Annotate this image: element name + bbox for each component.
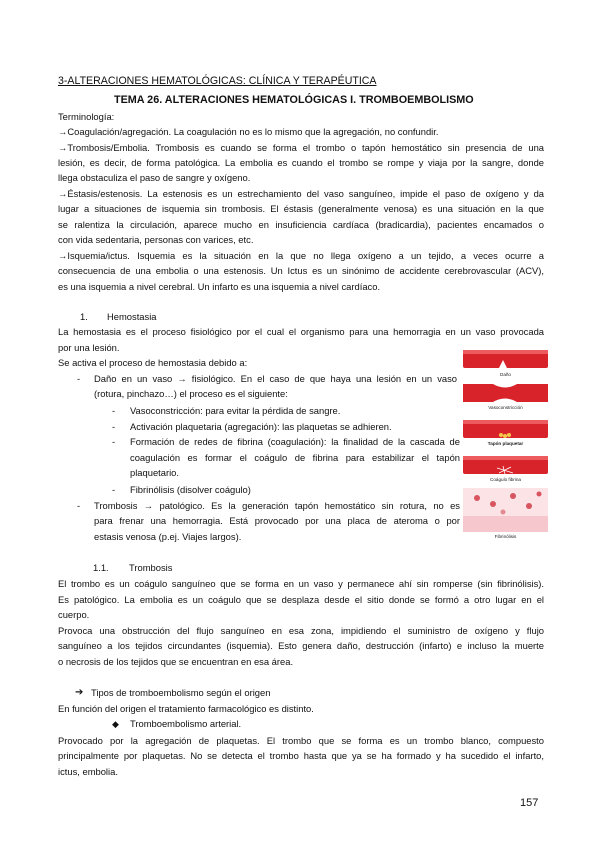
sub-bullet-line: Vasoconstricción: para evitar la pérdida de sangre. <box>130 405 341 416</box>
section-heading-hemostasia: Hemostasia <box>107 311 157 322</box>
terminology-line: es una isquemia a nivel cerebral. Un infarto es una isquemia a nivel cardíaco. <box>58 281 381 292</box>
vessel-platelet-plug-image <box>463 418 548 440</box>
thrombosis-line: cuerpo. <box>58 609 90 620</box>
sub-bullet-line: Formación de redes de fibrina (coagulación): la finalidad de la cascada de <box>130 436 460 447</box>
bullet-line: para frenar una hemorragia. Está provocado por una placa de ateroma o por <box>94 515 460 526</box>
sub-bullet-line: plaquetario. <box>130 467 179 478</box>
subsection-number: 1.1. <box>93 562 109 573</box>
sub-bullet-dash: - <box>112 484 116 495</box>
thrombosis-line: o necrosis de los tejidos que se encuentran en esa área. <box>58 656 294 667</box>
bullet-dash: - <box>77 373 81 384</box>
arrow-item-text: Tipos de tromboembolismo según el origen <box>91 687 271 698</box>
figure-label: Fibrinólisis <box>494 534 517 539</box>
page-number: 157 <box>520 797 539 809</box>
arterial-line: principalmente por plaquetas. No se detecta el trombo hasta que ya se ha formado y ha sucedido el infarto, <box>58 750 544 761</box>
diamond-item-text: Tromboembolismo arterial. <box>130 718 242 729</box>
arrow-bullet-icon: ➔ <box>75 687 84 698</box>
terminology-line: →Isquemia/ictus. Isquemia es la situación en la que no llega oxígeno a un tejido, a veces ocurre a <box>58 250 544 261</box>
figure-label: Daño <box>500 372 511 377</box>
sub-bullet-dash: - <box>112 405 116 416</box>
terminology-line: →Coagulación/agregación. La coagulación no es lo mismo que la agregación, no confundir. <box>58 126 439 137</box>
vessel-vasoconstriction-image <box>463 382 548 404</box>
vessel-fibrinolysis-image <box>463 488 548 532</box>
topic-title: TEMA 26. ALTERACIONES HEMATOLÓGICAS I. TROMBOEMBOLISMO <box>114 94 474 106</box>
terminology-line: se ralentiza la circulación, aparece mucho en insuficiencia cardíaca (bradicardia), pacientes encamados o <box>58 219 544 230</box>
vessel-fibrin-clot-image <box>463 454 548 476</box>
section-header: 3-ALTERACIONES HEMATOLÓGICAS: CLÍNICA Y TERAPÉUTICA <box>58 75 377 87</box>
subsection-heading-trombosis: Trombosis <box>129 562 173 573</box>
figure-label: Coágulo fibrina <box>490 477 521 482</box>
sub-bullet-line: Fibrinólisis (disolver coágulo) <box>130 484 251 495</box>
vessel-damage-image <box>463 348 548 370</box>
bullet-line: Daño en un vaso → fisiológico. En el caso de que haya una lesión en un vaso <box>94 373 457 384</box>
bullet-line: (rotura, pinchazo…) el proceso es el siguiente: <box>94 388 288 399</box>
section-number: 1. <box>80 311 88 322</box>
hemostasis-line: por una lesión. <box>58 342 120 353</box>
sub-bullet-dash: - <box>112 421 116 432</box>
hemostasis-line: La hemostasia es el proceso fisiológico por el cual el organismo para una hemorragia en un vaso provocada <box>58 326 544 337</box>
diamond-bullet-icon: ◆ <box>112 719 119 729</box>
terminology-line: →Éstasis/estenosis. La estenosis es un estrechamiento del vaso sanguíneo, impide el paso de oxígeno y da <box>58 188 544 199</box>
terminology-line: lugar a situaciones de isquemia sin trombosis. El éstasis (generalmente venosa) es una situación en la que <box>58 203 544 214</box>
arterial-line: Provocado por la agregación de plaquetas. El trombo que se forma es un trombo blanco, compuesto <box>58 735 544 746</box>
terminology-line: llega obstaculiza el paso de sangre y oxígeno. <box>58 172 251 183</box>
sub-bullet-dash: - <box>112 436 116 447</box>
figure-label: Tapón plaquetar <box>487 441 524 446</box>
thrombosis-line: Provoca una obstrucción del flujo sanguíneo en esa zona, impidiendo el suministro de oxígeno y flujo <box>58 625 544 636</box>
thrombosis-line: sanguíneo a los tejidos circundantes (isquemia). Esto genera daño, destrucción (infarto) e incluso la muerte <box>58 640 544 651</box>
sub-bullet-line: coagulación es formar el coágulo de fibrina para estabilizar el tapón <box>130 452 460 463</box>
types-intro: En función del origen el tratamiento farmacológico es distinto. <box>58 703 314 714</box>
terminology-line: →Trombosis/Embolia. Trombosis es cuando se forma el trombo o tapón hemostático sin presencia de una <box>58 142 544 153</box>
thrombosis-line: El trombo es un coágulo sanguíneo que se forma en un vaso y permanece ahí sin romperse (sin fibrinólisis). <box>58 578 544 589</box>
hemostasis-line: Se activa el proceso de hemostasia debido a: <box>58 357 248 368</box>
thrombosis-line: Es patológico. La embolia es un coágulo que se desplaza desde el sitio donde se formó a otro lugar en el <box>58 594 544 605</box>
terminology-heading: Terminología: <box>58 111 115 122</box>
hemostasis-figure <box>463 348 548 548</box>
bullet-line: estasis venosa (p.ej. Viajes largos). <box>94 531 242 542</box>
sub-bullet-line: Activación plaquetaria (agregación): las plaquetas se adhieren. <box>130 421 392 432</box>
arterial-line: ictus, embolia. <box>58 766 118 777</box>
figure-label: Vasoconstricción <box>488 405 523 410</box>
terminology-line: con vida sedentaria, personas con varices, etc. <box>58 234 254 245</box>
bullet-dash: - <box>77 500 81 511</box>
terminology-line: lesión, es decir, de forma patológica. La embolia es cuando el trombo se rompe y viaja por la sangre, donde <box>58 157 544 168</box>
bullet-line: Trombosis → patológico. Es la generación tapón hemostático sin rotura, no es <box>94 500 460 511</box>
terminology-line: consecuencia de una embolia o una estenosis. Un Ictus es un sinónimo de accidente cerebrovascular (ACV), <box>58 265 544 276</box>
